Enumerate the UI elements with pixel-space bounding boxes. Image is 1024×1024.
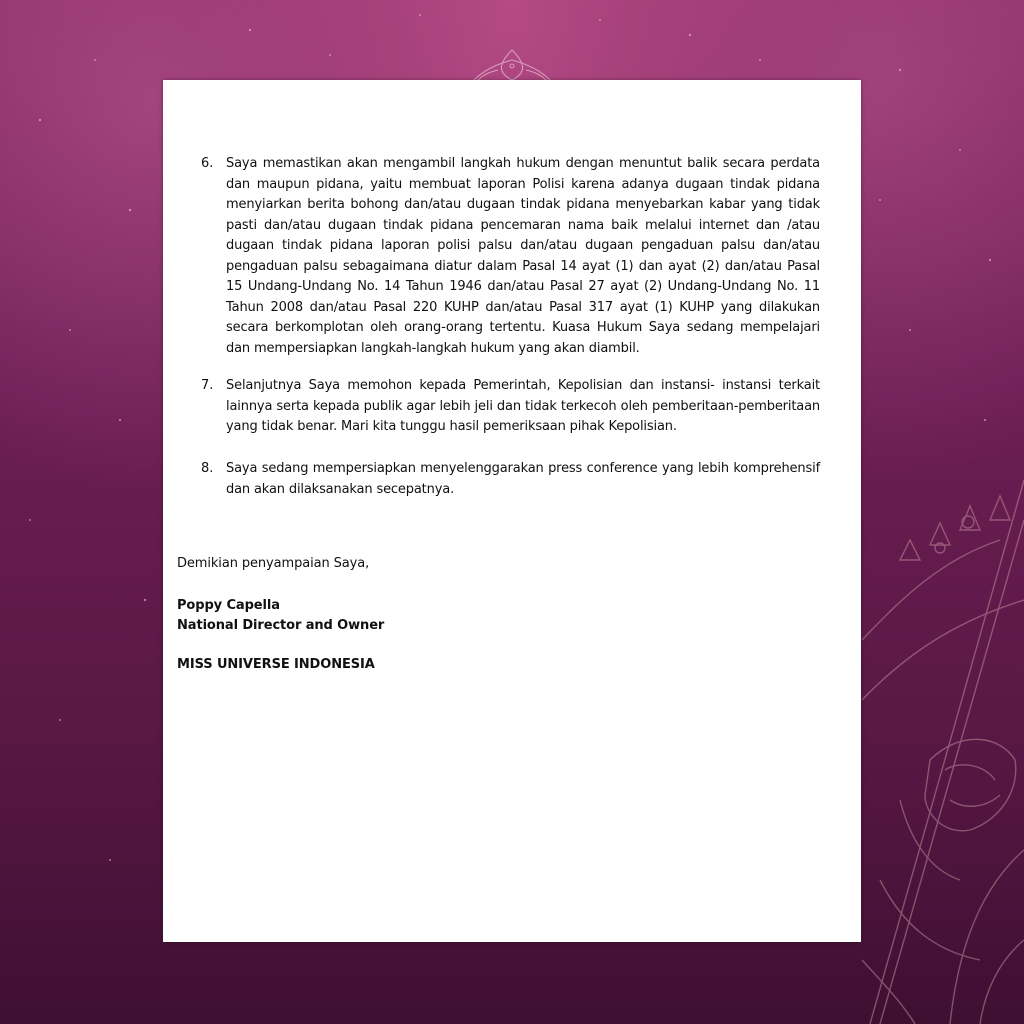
signatory-name: Poppy Capella	[177, 598, 280, 613]
list-item-number: 6.	[201, 156, 214, 171]
closing-line: Demikian penyampaian Saya,	[177, 556, 370, 571]
signatory-title: National Director and Owner	[177, 618, 385, 633]
organization-name: MISS UNIVERSE INDONESIA	[177, 657, 375, 672]
list-item-number: 8.	[201, 461, 214, 476]
list-item-text: Selanjutnya Saya memohon kepada Pemerintah, Kepolisian dan instansi- instansi terkait lainnya serta kepada publik agar lebih jeli dan tidak terkecoh oleh pemberitaan-pemberitaan yang tidak benar. Mari kita tunggu hasil pemeriksaan pihak Kepolisian.	[226, 378, 820, 434]
lotus-ornament-icon	[474, 50, 550, 80]
wayang-figure-icon	[862, 480, 1024, 1024]
list-item-text: Saya sedang mempersiapkan menyelenggarakan press conference yang lebih komprehensif dan akan dilaksanakan secepatnya.	[226, 461, 820, 497]
list-item-text: Saya memastikan akan mengambil langkah hukum dengan menuntut balik secara perdata dan maupun pidana, yaitu membuat laporan Polisi karena adanya dugaan tindak pidana menyiarkan berita bohong dan/atau dugaan tindak pidana menyebarkan kabar yang tidak pasti dan/atau dugaan tindak pidana pencemaran nama baik melalui internet dan /atau dugaan tindak pidana laporan polisi palsu dan/atau dugaan pengaduan palsu dan/atau pengaduan palsu sebagaimana diatur dalam Pasal 14 ayat (1) dan ayat (2) dan/atau Pasal 15 Undang-Undang No. 14 Tahun 1946 dan/atau Pasal 27 ayat (2) Undang-Undang No. 11 Tahun 2008 dan/atau Pasal 220 KUHP dan/atau Pasal 317 ayat (1) KUHP yang dilakukan secara berkomplotan oleh orang-orang tertentu. Kuasa Hukum Saya sedang mempelajari dan mempersiapkan langkah-langkah hukum yang akan diambil.	[226, 156, 820, 356]
list-item-number: 7.	[201, 378, 214, 393]
letter-page	[163, 80, 861, 942]
